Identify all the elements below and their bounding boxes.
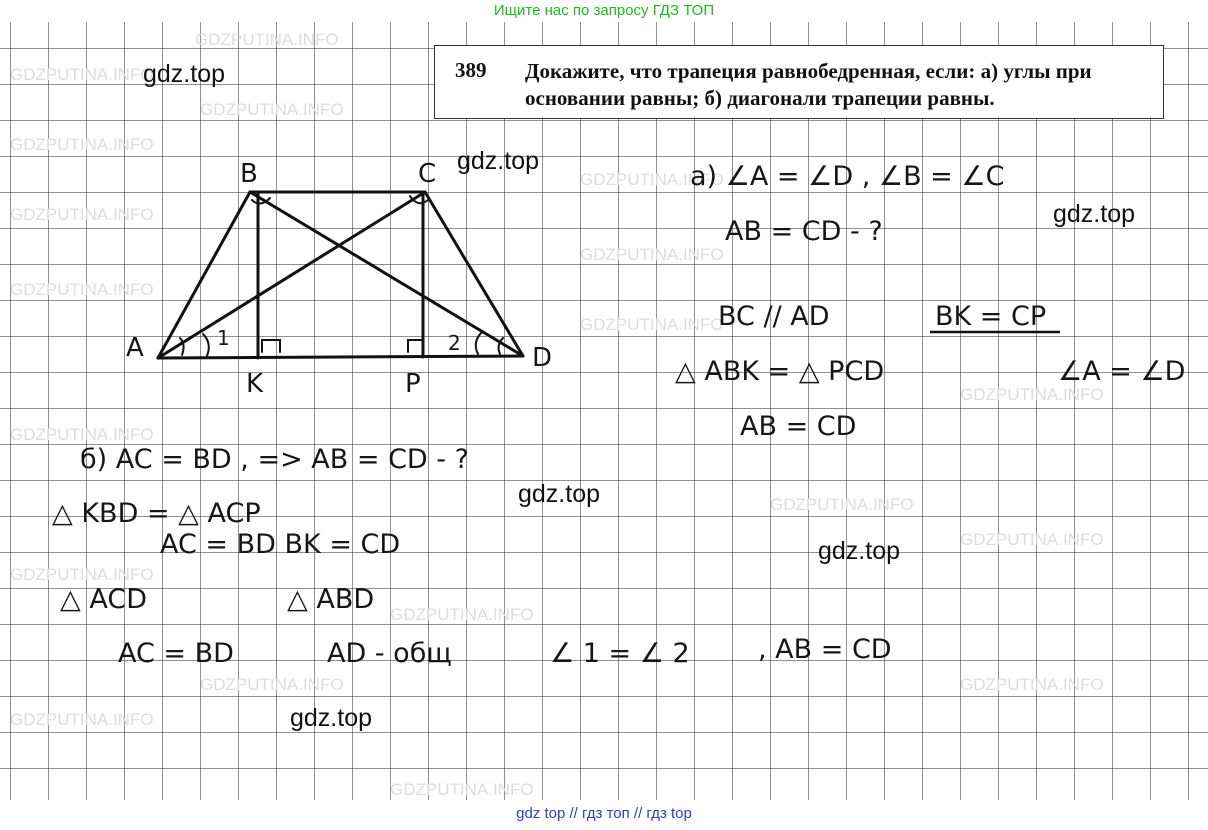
solution-b-line-1: б) AC = BD , => AB = CD - ?: [80, 444, 469, 475]
task-number: 389: [455, 58, 487, 82]
solution-b-line-5: △ ABD: [287, 584, 375, 615]
faint-watermark: GDZPUTINA.INFO: [580, 315, 724, 334]
solution-b-line-7: AD - общ: [327, 638, 452, 669]
faint-watermark: GDZPUTINA.INFO: [10, 205, 154, 224]
label-b: B: [240, 159, 258, 189]
faint-watermark: GDZPUTINA.INFO: [390, 605, 534, 624]
label-d: D: [532, 343, 553, 373]
watermark-gdz-top: gdz.top: [518, 480, 601, 508]
watermark-gdz-top: gdz.top: [143, 60, 226, 88]
faint-watermark: GDZPUTINA.INFO: [10, 710, 154, 729]
solution-b-line-3: AC = BD BK = CD: [160, 529, 401, 560]
faint-watermark: GDZPUTINA.INFO: [10, 65, 154, 84]
label-a: A: [126, 333, 144, 363]
faint-watermark: GDZPUTINA.INFO: [390, 780, 534, 799]
faint-watermark: GDZPUTINA.INFO: [200, 675, 344, 694]
solution-a-line-1: а) ∠A = ∠D , ∠B = ∠C: [690, 161, 1005, 192]
faint-watermark: GDZPUTINA.INFO: [960, 530, 1104, 549]
label-angle-2: 2: [448, 331, 461, 355]
faint-watermark: GDZPUTINA.INFO: [200, 100, 344, 119]
label-p: P: [405, 369, 421, 399]
solution-a-line-6: ∠A = ∠D: [1058, 356, 1186, 387]
faint-watermark: GDZPUTINA.INFO: [10, 280, 154, 299]
faint-watermark: GDZPUTINA.INFO: [580, 170, 724, 189]
solution-a-line-7: AB = CD: [740, 411, 857, 442]
watermark-gdz-top: gdz.top: [818, 537, 901, 565]
faint-watermark: GDZPUTINA.INFO: [960, 675, 1104, 694]
faint-watermark: GDZPUTINA.INFO: [580, 245, 724, 264]
solution-a-line-4: BK = CP: [935, 301, 1047, 332]
faint-watermark: GDZPUTINA.INFO: [10, 425, 154, 444]
solution-a-line-2: AB = CD - ?: [725, 216, 883, 247]
faint-watermark: GDZPUTINA.INFO: [960, 385, 1104, 404]
solution-b-line-4: △ ACD: [60, 584, 147, 615]
label-angle-1: 1: [217, 326, 230, 350]
bottom-banner: gdz top // гдз топ // гдз top: [516, 805, 692, 822]
faint-watermark: GDZPUTINA.INFO: [195, 30, 339, 49]
solution-b-line-9: , AB = CD: [758, 634, 892, 665]
watermark-gdz-top: gdz.top: [457, 147, 540, 175]
top-banner: Ищите нас по запросу ГДЗ ТОП: [493, 2, 715, 19]
solution-b-line-6: AC = BD: [118, 638, 234, 669]
task-text: Докажите, что трапеция равнобедренная, если: а) углы при основании равны; б) диагонали трапеции равны.: [525, 59, 1092, 110]
watermark-gdz-top: gdz.top: [290, 704, 373, 732]
solution-a-line-3: BC // AD: [718, 301, 830, 332]
label-k: K: [246, 369, 264, 399]
faint-watermark: GDZPUTINA.INFO: [770, 495, 914, 514]
solution-b-line-2: △ KBD = △ ACP: [52, 498, 261, 529]
faint-watermark: GDZPUTINA.INFO: [10, 565, 154, 584]
label-c: C: [418, 159, 437, 189]
faint-watermark: GDZPUTINA.INFO: [10, 135, 154, 154]
solution-a-line-5: △ ABK = △ PCD: [675, 356, 885, 387]
task-box: [434, 45, 1164, 119]
watermark-gdz-top: gdz.top: [1053, 200, 1136, 228]
solution-b-line-8: ∠ 1 = ∠ 2: [550, 638, 690, 669]
side-ad: [158, 356, 523, 358]
